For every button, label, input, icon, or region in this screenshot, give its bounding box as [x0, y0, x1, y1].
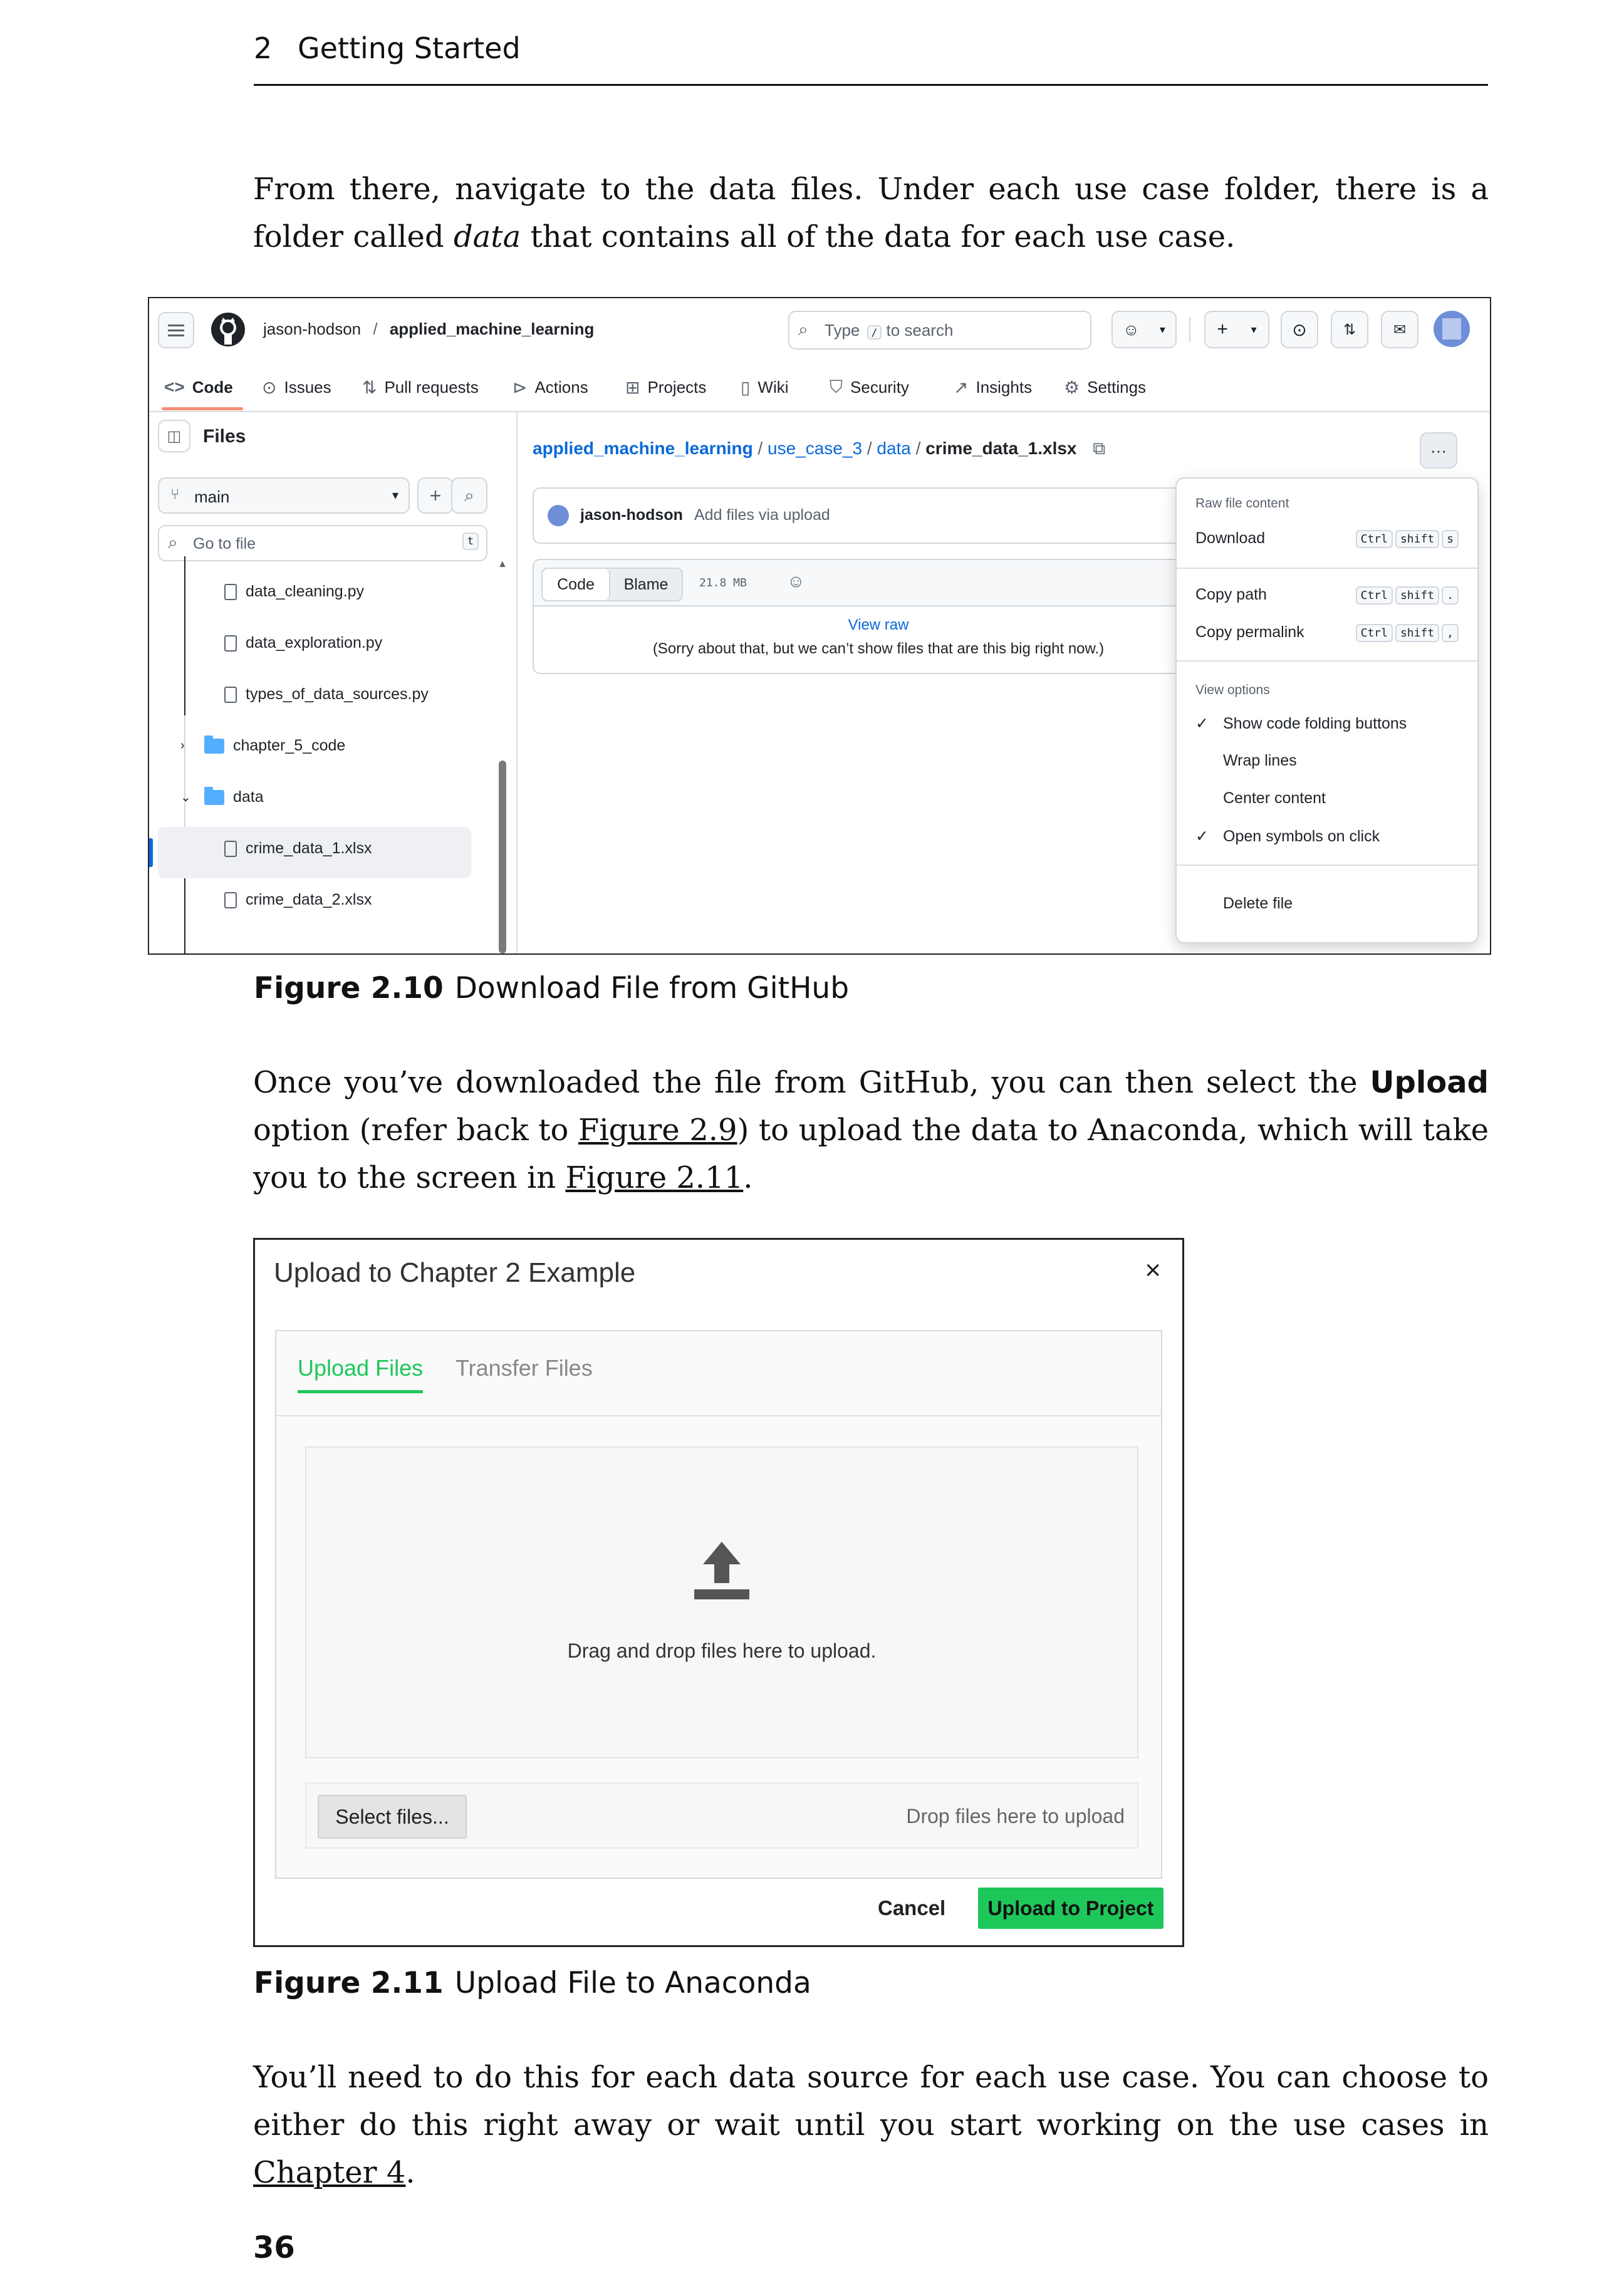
- tree-folder[interactable]: ⌄ data: [180, 788, 264, 806]
- pull-request-icon: ⇅: [362, 378, 377, 397]
- branch-select[interactable]: [158, 477, 410, 514]
- tab-code[interactable]: <> Code: [164, 377, 233, 397]
- file-size: 21.8 MB: [699, 576, 747, 590]
- breadcrumb-separator: /: [757, 439, 763, 458]
- go-to-file-placeholder: Go to file: [193, 535, 256, 553]
- chevron-down-icon: ▾: [1251, 323, 1257, 336]
- tabs-panel: [275, 1330, 1162, 1879]
- tab-pull-requests[interactable]: ⇅ Pull requests: [362, 378, 479, 397]
- more-options-button[interactable]: [1420, 432, 1457, 469]
- upload-icon: [690, 1538, 753, 1601]
- tab-wiki[interactable]: ▯ Wiki: [741, 378, 789, 397]
- shortcut: Ctrl shift ,: [1353, 623, 1459, 642]
- upload-emphasis: Upload: [1370, 1065, 1489, 1100]
- pull-requests-button[interactable]: [1331, 311, 1368, 348]
- tree-file[interactable]: data_cleaning.py: [224, 583, 364, 601]
- tab-insights[interactable]: ↗ Insights: [954, 378, 1033, 397]
- breadcrumb-folder[interactable]: data: [877, 439, 911, 458]
- figure-caption: [254, 971, 849, 1005]
- breadcrumb: [533, 439, 1105, 459]
- tree-file-selected[interactable]: crime_data_1.xlsx: [224, 839, 372, 858]
- branch-icon: ⑂: [170, 486, 180, 503]
- menu-item-delete-file[interactable]: Delete file: [1223, 895, 1293, 912]
- copilot-icon: ☺: [1123, 319, 1140, 339]
- figure-caption: [254, 1966, 811, 2000]
- dropzone[interactable]: [305, 1447, 1138, 1758]
- shield-icon: ⛉: [830, 377, 843, 397]
- search-placeholder-pre: Type: [825, 321, 860, 340]
- go-to-file-key: t: [462, 532, 479, 550]
- check-icon: ✓: [1195, 715, 1209, 732]
- tab-actions[interactable]: ⊳ Actions: [513, 378, 588, 397]
- issue-circle-icon: ⊙: [1292, 319, 1307, 340]
- shortcut: Ctrl shift .: [1353, 585, 1459, 605]
- caption-text: Download File from GitHub: [454, 971, 850, 1005]
- tab-settings[interactable]: ⚙ Settings: [1064, 378, 1147, 397]
- running-header: [254, 31, 1488, 86]
- active-tab-underline: [298, 1390, 423, 1393]
- header-divider: [1189, 317, 1190, 342]
- figure-2-9-link[interactable]: Figure 2.9: [578, 1113, 737, 1148]
- code-blame-toggle: [541, 568, 683, 601]
- inbox-button[interactable]: [1381, 311, 1418, 348]
- chevron-down-icon: ▾: [392, 489, 398, 502]
- commit-message[interactable]: Add files via upload: [694, 506, 830, 524]
- plus-icon: +: [429, 484, 442, 507]
- page-number: 36: [253, 2230, 295, 2265]
- file-options-menu: [1175, 477, 1479, 943]
- gear-icon: ⚙: [1064, 378, 1080, 397]
- folder-icon: [204, 739, 224, 754]
- menu-item-wrap-lines[interactable]: Wrap lines: [1223, 752, 1297, 769]
- folder-open-icon: [204, 790, 224, 805]
- chevron-down-icon: ▾: [1159, 323, 1165, 336]
- issues-button[interactable]: [1281, 311, 1318, 348]
- tab-security[interactable]: ⛉ Security: [830, 377, 909, 397]
- breadcrumb-folder[interactable]: use_case_3: [768, 439, 863, 458]
- p1-emphasis: data: [453, 219, 521, 254]
- kebab-horizontal-icon: ···: [1430, 440, 1447, 460]
- file-icon: [224, 892, 237, 908]
- create-new-button[interactable]: [1204, 311, 1269, 348]
- branch-name: main: [194, 487, 230, 506]
- active-tab-indicator: [162, 407, 243, 410]
- repo-path: [263, 319, 594, 339]
- commit-author[interactable]: jason-hodson: [580, 506, 683, 524]
- p1-text-2: that contains all of the data for each use case.: [521, 219, 1236, 254]
- paragraph-1: [253, 165, 1489, 261]
- scrollbar-thumb[interactable]: [499, 761, 506, 953]
- tab-projects[interactable]: ⊞ Projects: [625, 378, 707, 397]
- figure-2-11-link[interactable]: Figure 2.11: [565, 1160, 744, 1195]
- menu-header-raw: Raw file content: [1195, 496, 1289, 511]
- file-icon: [224, 687, 237, 703]
- tree-file[interactable]: data_exploration.py: [224, 634, 382, 652]
- tabs-divider: [276, 1415, 1161, 1416]
- path-separator: /: [373, 319, 378, 338]
- scrollbar-up-arrow[interactable]: ▲: [497, 559, 508, 569]
- upload-to-project-button[interactable]: Upload to Project: [978, 1888, 1163, 1929]
- add-file-button[interactable]: [417, 477, 454, 514]
- search-placeholder-post: to search: [886, 321, 954, 340]
- avatar[interactable]: [1434, 311, 1470, 347]
- drop-hint: Drop files here to upload: [906, 1805, 1125, 1827]
- chapter-4-link[interactable]: Chapter 4: [253, 2155, 406, 2190]
- shortcut: Ctrl shift s: [1353, 529, 1459, 548]
- book-icon: ▯: [741, 378, 751, 397]
- search-input[interactable]: [788, 311, 1091, 350]
- breadcrumb-separator: /: [867, 439, 872, 458]
- pull-request-icon: ⇅: [1343, 321, 1356, 338]
- selected-row-marker: [149, 838, 153, 867]
- breadcrumb-repo[interactable]: applied_machine_learning: [533, 439, 753, 458]
- chapter-number: 2: [254, 31, 273, 65]
- tab-issues[interactable]: ⊙ Issues: [262, 378, 331, 397]
- menu-divider: [1177, 660, 1477, 662]
- search-icon: ⌕: [168, 532, 178, 552]
- menu-header-view-options: View options: [1195, 683, 1270, 697]
- caption-text: Upload File to Anaconda: [454, 1966, 811, 2000]
- cancel-button[interactable]: Cancel: [878, 1896, 946, 1919]
- table-icon: ⊞: [625, 378, 640, 397]
- dropzone-text: Drag and drop files here to upload.: [567, 1639, 877, 1662]
- tree-file[interactable]: types_of_data_sources.py: [224, 685, 429, 704]
- tree-folder[interactable]: › chapter_5_code: [180, 737, 346, 754]
- code-icon: <>: [164, 377, 185, 397]
- tree-guide-line: [184, 556, 185, 715]
- p1-text: From there, navigate to the data files. Under each use case folder, there is a folder called: [253, 172, 1489, 254]
- sidebar-title: Files: [203, 426, 246, 447]
- tab-transfer-files[interactable]: Transfer Files: [455, 1355, 593, 1381]
- select-files-button[interactable]: Select files...: [318, 1795, 467, 1839]
- owner-link[interactable]: jason-hodson: [263, 319, 362, 338]
- tree-file[interactable]: crime_data_2.xlsx: [224, 891, 372, 909]
- search-shortcut-key: /: [867, 325, 882, 340]
- menu-item-copy-permalink[interactable]: Copy permalink Ctrl shift ,: [1195, 623, 1459, 642]
- avatar: [548, 505, 569, 526]
- graph-icon: ↗: [954, 378, 969, 397]
- copilot-icon[interactable]: ☺: [787, 571, 805, 591]
- file-icon: [224, 841, 237, 857]
- chevron-down-icon: ⌄: [180, 791, 191, 804]
- tab-blame-view[interactable]: Blame: [623, 576, 669, 593]
- menu-divider: [1177, 568, 1477, 569]
- tab-upload-files[interactable]: Upload Files: [298, 1355, 423, 1393]
- tab-code-view[interactable]: Code: [543, 569, 610, 600]
- menu-icon: [168, 323, 184, 337]
- select-files-row: [305, 1782, 1138, 1849]
- view-raw-link[interactable]: View raw: [848, 616, 909, 633]
- play-icon: ⊳: [513, 378, 528, 397]
- search-icon: ⌕: [798, 319, 808, 339]
- caption-label: Figure 2.10: [254, 971, 444, 1005]
- copilot-button[interactable]: [1111, 311, 1177, 348]
- search-icon: ⌕: [464, 485, 474, 505]
- go-to-file-input[interactable]: [158, 525, 487, 561]
- menu-item-open-symbols[interactable]: ✓ Open symbols on click: [1195, 827, 1380, 845]
- github-logo-icon[interactable]: [209, 311, 247, 348]
- latest-commit-bar: [533, 487, 1224, 544]
- plus-icon: +: [1217, 319, 1228, 340]
- menu-item-center-content[interactable]: Center content: [1223, 789, 1326, 807]
- search-files-button[interactable]: [451, 477, 487, 514]
- inbox-icon: ✉: [1393, 321, 1407, 338]
- check-icon: ✓: [1195, 828, 1209, 845]
- chevron-right-icon: ›: [180, 739, 185, 752]
- issue-circle-icon: ⊙: [262, 378, 277, 397]
- menu-divider: [1177, 865, 1477, 866]
- tree-guide-line: [184, 870, 185, 953]
- chapter-title: Getting Started: [298, 31, 521, 65]
- paragraph-3: You’ll need to do this for each data source for each use case. You can choose to either do this right away or wait until you start working on the use cases in Chapter 4.: [253, 2060, 1489, 2190]
- caption-label: Figure 2.11: [254, 1966, 444, 2000]
- file-icon: [224, 584, 237, 600]
- large-file-notice: (Sorry about that, but we can’t show files that are this big right now.): [652, 640, 1105, 657]
- menu-item-download[interactable]: Download Ctrl shift s: [1195, 529, 1459, 548]
- file-tree-sidebar: [149, 412, 518, 953]
- paragraph-2: Once you’ve downloaded the file from GitHub, you can then select the Upload option (refer back to Figure 2.9) to upload the data to Anaconda, which will take you to the screen in Figure 2.11.: [253, 1065, 1489, 1195]
- sidebar-icon: ◫: [167, 427, 182, 445]
- github-screenshot: [148, 297, 1491, 955]
- menu-item-copy-path[interactable]: Copy path Ctrl shift .: [1195, 585, 1459, 605]
- breadcrumb-file: crime_data_1.xlsx: [925, 439, 1077, 458]
- collapse-sidebar-button[interactable]: [158, 420, 190, 452]
- file-icon: [224, 635, 237, 652]
- hamburger-button[interactable]: [158, 312, 194, 348]
- repo-link[interactable]: applied_machine_learning: [389, 319, 595, 338]
- repo-nav: [149, 365, 1490, 412]
- dialog-title: Upload to Chapter 2 Example: [274, 1257, 636, 1288]
- anaconda-upload-dialog: [253, 1238, 1184, 1947]
- breadcrumb-separator: /: [915, 439, 921, 458]
- menu-item-show-code-folding[interactable]: ✓ Show code folding buttons: [1195, 714, 1407, 732]
- copy-icon[interactable]: ⧉: [1093, 439, 1106, 458]
- close-icon[interactable]: ×: [1145, 1255, 1161, 1286]
- file-view: [533, 559, 1224, 674]
